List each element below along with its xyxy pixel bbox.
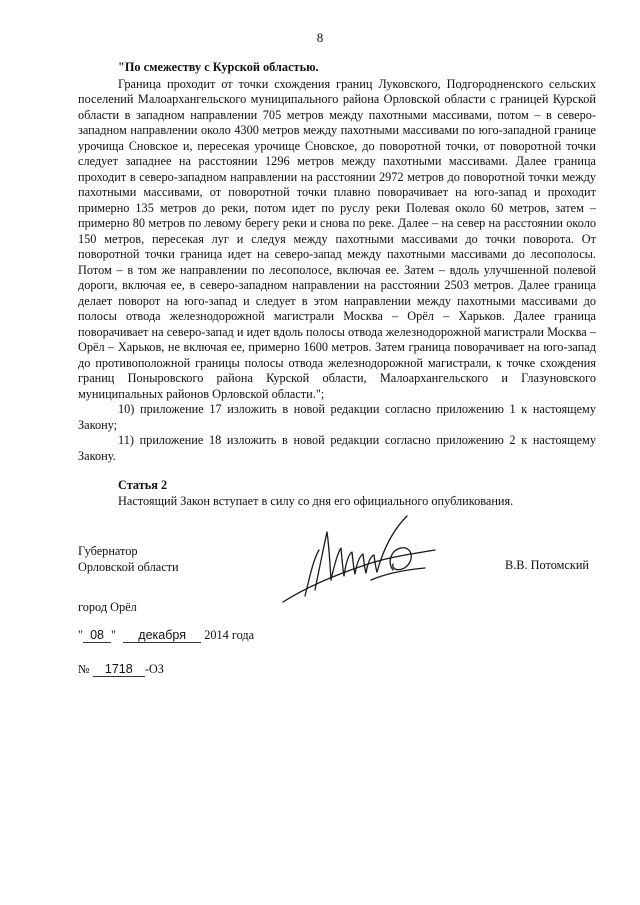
signatory-position (78, 543, 179, 575)
page-number: 8 (316, 30, 324, 45)
law-number: 1718 (93, 662, 145, 677)
signatory-position-line2: Орловской области (78, 560, 179, 574)
handwritten-signature (275, 510, 450, 610)
document-body (78, 60, 596, 509)
section-heading: "По смежеству с Курской областью. (118, 60, 319, 74)
city-line: город Орёл (78, 600, 137, 614)
signatory-position-line1: Губернатор (78, 544, 138, 558)
article-title: Статья 2 (118, 478, 168, 492)
date-day: 08 (83, 628, 111, 643)
law-number-line (78, 662, 164, 677)
law-number-prefix: № (78, 662, 90, 676)
amendment-item-10: 10) приложение 17 изложить в новой редакции согласно приложению 1 к настоящему Закону; (78, 402, 596, 432)
article-text: Настоящий Закон вступает в силу со дня его официального опубликования. (118, 493, 514, 508)
date-close-quote: " (111, 628, 117, 642)
date-open-quote: " (78, 628, 84, 642)
law-number-suffix: -ОЗ (144, 662, 164, 676)
signatory-name: В.В. Потомский (505, 558, 589, 572)
boundary-paragraph: Граница проходит от точки схождения границ Луковского, Подгородненского сельских поселений Малоархангельского муниципального района Орловской области с границей Курской области в западном направлении 705 метров между пахотными массивами, потом – в северо-западном направлении около 4300 метров между пахотными массивами по юго-западной границе урочища Сновское и, пересекая урочище Сновское, до поворотной точки, от поворотной точки следует западнее на расстоянии 1296 метров между пахотными массивами. Далее граница проходит в северо-западном направлении на расстоянии 2972 метров до поворотной точки между пахотными массивами, от поворотной точки плавно поворачивает на юго-запад и проходит примерно 135 метров до реки, потом идет по руслу реки Полевая около 60 метров, затем – примерно 80 метров по левому берегу реки и снова по реке. Далее – на север на расстоянии около 150 метров, пересекая луг и следуя между пахотными массивами до точки поворота. От поворотной точки граница идет на северо-запад между пахотными массивами до лесополосы. Потом – в том же направлении по лесополосе, включая ее. Затем – вдоль улучшенной полевой дороги, включая ее, в северо-западном направлении на расстоянии 2503 метров. Далее граница делает поворот на юго-запад и следует в этом направлении между пахотными массивами до полосы отвода железнодорожной магистрали Москва – Орёл – Харьков. Далее граница поворачивает на северо-запад и идет вдоль полосы отвода железнодорожной магистрали Москва – Орёл – Харьков, не включая ее, примерно 1600 метров. Затем граница поворачивает на юго-запад до противоположной границы полосы отвода железнодорожной магистрали, к точке схождения границ Поныровского района Курской области, Малоархангельского и Глазуновского муниципальных районов Орловской области."; (78, 76, 596, 401)
date-year: 2014 года (204, 628, 255, 642)
date-line (78, 628, 254, 643)
date-month: декабря (123, 628, 201, 643)
amendment-item-11: 11) приложение 18 изложить в новой редакции согласно приложению 2 к настоящему Закону. (78, 433, 596, 463)
